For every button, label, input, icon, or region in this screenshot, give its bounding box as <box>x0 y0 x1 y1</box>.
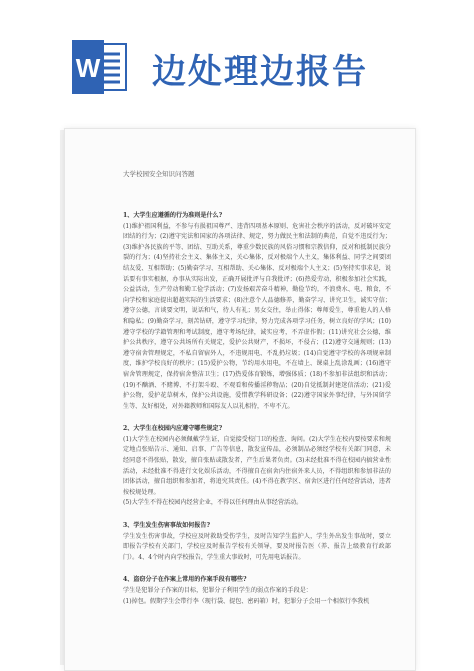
question-heading: 4、盗窃分子在作案上常用的作案手段有哪些? <box>123 576 247 584</box>
answer-paragraph: 学生是犯罪分子作案的目标，犯罪分子利用学生的弱点作案的手段是： <box>123 587 312 594</box>
question-heading: 3、学生发生伤害事故如何报告? <box>123 522 211 530</box>
question-heading: 1、大学生应遵循的行为准则是什么? <box>123 212 223 219</box>
section-4 <box>123 575 391 607</box>
word-document-icon <box>70 40 128 94</box>
answer-paragraph: (1)掉包。假期学生会带行李（现行袋、提包、密码箱）时，犯罪分子会用一个相似行李我机 <box>123 597 370 605</box>
question-heading: 2、大学生在校园内应遵守哪些规定? <box>123 425 223 433</box>
answer-paragraph: 学生发生伤害事故，学校应及时救助受伤学生，及时告知学生监护人，学生外出发生事故时，要立即报告学校有关部门，学校应及时报告学校有关领导，要及时报告医（养、报告上级教育行政部门）。4、4个时内向学校报告，学生重大事故时，可先用电话报告。 <box>123 532 391 561</box>
document-title: 大学校园安全知识问答题 <box>123 170 195 178</box>
svg-text:W: W <box>75 53 101 83</box>
section-1 <box>123 211 391 412</box>
banner <box>0 0 474 120</box>
answer-paragraph: (5)大学生不得在校园内经营企业，不得以任何理由从事经营活动。 <box>123 499 303 507</box>
document-page <box>64 128 416 671</box>
answer-paragraph: (1)大学生在校园内必须佩戴学生证，自觉接受校门卫的检查、询问。(2)大学生在校内要按要求和规定地点张贴告示、通知、启事、广告等信息，散发宣传品，必须制品必须经学校有关部门同意，未经同意不得张贴，散发，擅自张贴或散发者，产生后果者负责。(3)未经批准不得在校园内搞营业性活动，未经批准不得进行文化娱乐活动，不得擅自在宿舍内住宿外来人员，不得组织和参加非法的团体活动，擅自组织和参加者，将追究其责任。(4)不得在教学区、宿舍区进行任何经营活动，违者按校规处理。 <box>123 435 391 496</box>
answer-paragraph: (1)维护祖国利益，不参与有损祖国尊严、违背四项基本原则、危害社会秩序的活动，反对破坏安定团结的行为；(2)遵守宪法和国家的各项法律、规定，努力做民主和法制的典范，自觉不违反行为；(3)维护各民族的平等、团结、互助关系，尊重少数民族的风俗习惯和宗教信仰，反对和抵制民族分裂的行为；(4)坚持社会主义、集体主义，关心集体，反对极端个人主义，集体利益、同学之间要团结友爱、互相帮助；(5)勤奋学习、互相帮助、关心集体、反对极端个人主义；(5)坚持实事求是，说话要有事实根据，办事从实际出发，正确开展批评与自我批评；(6)热爱劳动，积极参加社会实践，公益活动，生产劳动和勤工俭学活动；(7)发扬艰苦奋斗精神，勤俭节约，不浪费水、电、粮食，不向学校和家庭提出超越实际的生活要求；(8)注意个人品德修养，勤奋学习、讲究卫生，诚实守信；遵守公德，言谈要文明，说话和气，待人有礼；男女交往，举止得体；尊师爱生，尊重他人的人格和隐私；(9)勤奋学习，刻苦钻研，遵守学习纪律，努力完成各项学习任务，树立良好的学风；(10)遵守学校的学籍管理和考试制度，遵守考场纪律，诚实应考，不弄虚作假；(11)讲究社会公德，维护公共秩序，遵守公共场所有关规定，爱护公共财产，不损坏，不侵占；(12)遵守交通规则；(13)遵守宿舍管理规定，不私自留宿外人，不违规用电、不乱扔垃圾；(14)自觉遵守学校的各项规章制度，维护学校良好的秩序；(15)爱护公物，节约用水用电，不在墙上、课桌上乱涂乱画；(16)遵守宿舍管理规定，保持宿舍整洁卫生；(17)热爱体育锻炼，增强体质；(18)不参加非法组织和活动；(19)不酗酒、不赌博、不打架斗殴、不观看和传播淫秽物品；(20)自觉抵制封建迷信活动；(21)爱护公物，爱护花草树木，保护公共设施，爱惜教学科研设备；(22)遵守国家外事纪律，与外国留学生等、友好相处，对外籍教师和国际友人以礼相待，不卑不亢。 <box>123 222 391 410</box>
section-2 <box>123 424 391 509</box>
document-content <box>123 211 391 619</box>
section-3 <box>123 521 391 563</box>
banner-title: 边处理边报告 <box>152 52 368 92</box>
